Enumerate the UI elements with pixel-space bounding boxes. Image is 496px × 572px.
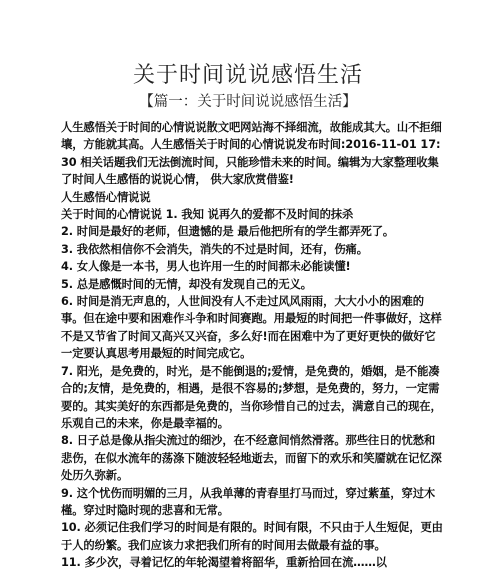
document-title: 关于时间说说感悟生活 — [132, 63, 363, 88]
list-item: 3. 我依然相信你不会消失，消失的不过是时间，还有，伤痛。 — [61, 242, 368, 256]
document-subtitle: 【篇一：关于时间说说感悟生活】 — [139, 94, 357, 110]
list-item: 5. 总是感慨时间的无情，却没有发现自己的无义。 — [61, 277, 312, 291]
section-heading: 人生感悟心情说说 — [61, 190, 151, 204]
list-item: 9. 这个忧伤而明媚的三月，从我单薄的青春里打马而过，穿过紫堇，穿过木槿。穿过时隐时现的悲喜和无常。 — [61, 486, 436, 517]
intro-paragraph: 人生感悟关于时间的心情说说散文吧网站海不择细流，故能成其大。山不拒细壤，方能就其高。人生感悟关于时间的心情说说发布时间:2016-11-01 17:30 相关话题我们无法倒流时间，只能珍惜未来的时间。编辑为大家整理收集了时间人生感悟的说说心情， 供大家欣赏借鉴! — [61, 121, 442, 187]
list-item: 关于时间的心情说说 1. 我知 说再久的爱都不及时间的抹杀 — [61, 208, 354, 222]
list-item: 6. 时间是消无声息的，人世间没有人不走过风风雨雨，大大小小的困难的事。但在途中要和困难作斗争和时间赛跑。用最短的时间把一件事做好，这样不是又节省了时间又高兴又兴奋，多么好!而在困难中为了更好更快的做好它一定要认真思考用最短的时间完成它。 — [61, 295, 442, 361]
document-body — [61, 119, 443, 572]
list-item: 4. 女人像是一本书，男人也许用一生的时间都未必能读懂! — [61, 260, 351, 274]
list-item: 10. 必须记住我们学习的时间是有限的。时间有限，不只由于人生短促，更由于人的纷繁。我们应该力求把我们所有的时间用去做最有益的事。 — [61, 521, 443, 552]
list-item: 2. 时间是最好的老师，但遗憾的是 最后他把所有的学生都弄死了。 — [61, 225, 395, 239]
list-item: 8. 日子总是像从指尖流过的细沙，在不经意间悄然滑落。那些往日的忧愁和悲伤，在似水流年的荡涤下随波轻轻地逝去，而留下的欢乐和笑靥就在记忆深处历久弥新。 — [61, 434, 442, 483]
list-item: 11. 多少次，寻着记忆的年轮渴望着将韶华，重新拾回在流……以 — [61, 556, 387, 570]
list-item: 7. 阳光，是免费的，时光，是不能倒退的;爱情，是免费的，婚姻，是不能凑合的;友情，是免费的，相遇，是很不容易的;梦想，是免费的，努力，一定需要的。其实美好的东西都是免费的，当你珍惜自己的过去，满意自己的现在，乐观自己的未来，你是最幸福的。 — [61, 364, 442, 430]
